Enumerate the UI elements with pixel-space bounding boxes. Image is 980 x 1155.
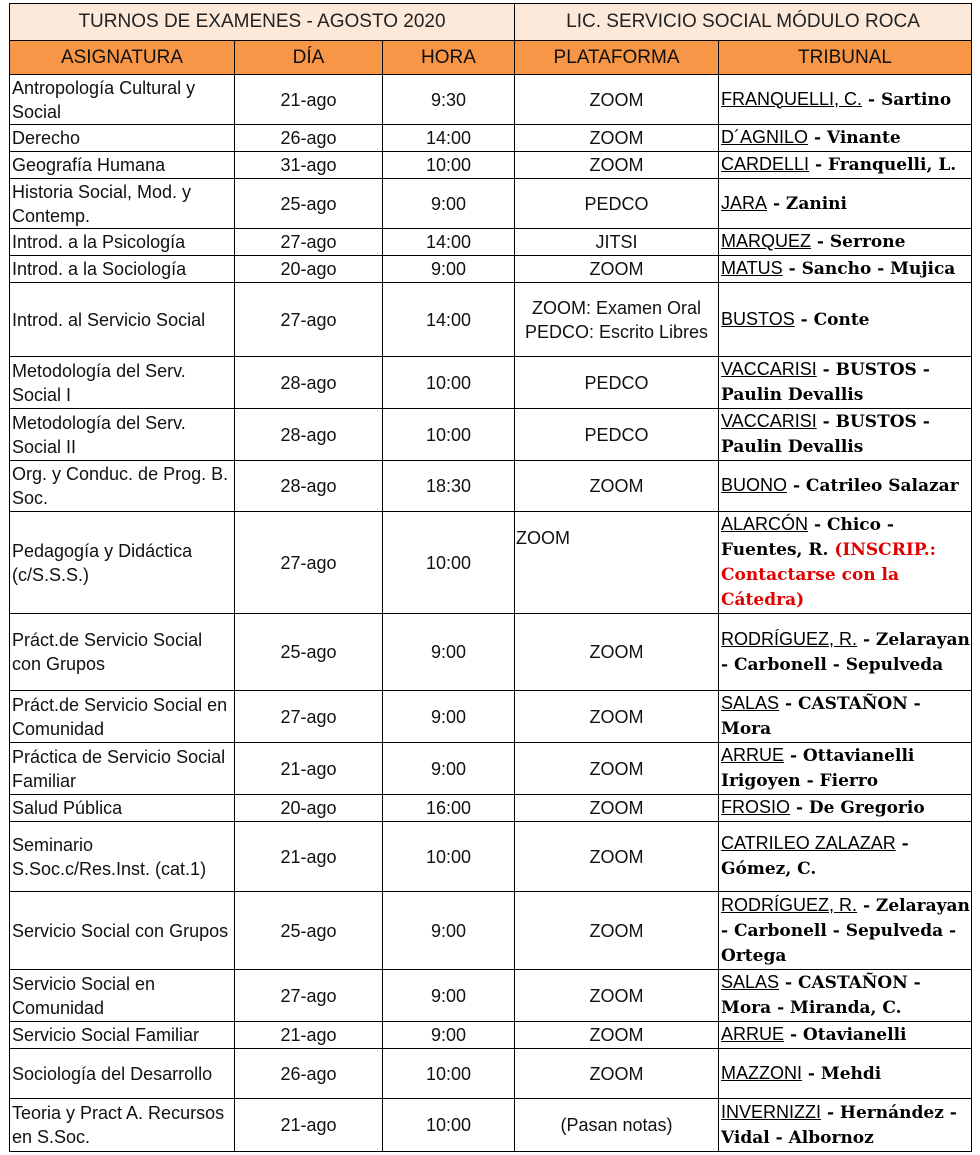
day-cell: 28-ago bbox=[235, 409, 383, 461]
col-plataforma: PLATAFORMA bbox=[515, 41, 719, 75]
time-cell: 9:00 bbox=[383, 970, 515, 1022]
tribunal-members: - Franquelli, L. bbox=[809, 155, 957, 175]
subject-cell: Servicio Social en Comunidad bbox=[10, 970, 235, 1022]
tribunal-cell bbox=[719, 152, 972, 179]
time-cell: 16:00 bbox=[383, 795, 515, 822]
subject-cell: Servicio Social con Grupos bbox=[10, 892, 235, 970]
tribunal-cell bbox=[719, 795, 972, 822]
tribunal-president: SALAS bbox=[721, 693, 780, 713]
tribunal-president: SALAS bbox=[721, 972, 780, 992]
tribunal-members: - Zanini bbox=[767, 193, 847, 214]
tribunal-cell bbox=[719, 1099, 972, 1152]
time-cell: 9:00 bbox=[383, 892, 515, 970]
tribunal-president: ALARCÓN bbox=[721, 514, 809, 534]
table-row bbox=[10, 743, 972, 795]
platform-cell: ZOOM bbox=[515, 970, 719, 1022]
tribunal-cell bbox=[719, 357, 972, 409]
time-cell: 10:00 bbox=[383, 1099, 515, 1152]
time-cell: 10:00 bbox=[383, 357, 515, 409]
tribunal-members: - Mehdi bbox=[802, 1063, 882, 1084]
table-row bbox=[10, 795, 972, 822]
tribunal-cell bbox=[719, 691, 972, 743]
column-header-row bbox=[10, 41, 972, 75]
platform-cell: PEDCO bbox=[515, 179, 719, 229]
title-row bbox=[10, 4, 972, 41]
subject-cell: Introd. al Servicio Social bbox=[10, 283, 235, 357]
subject-cell: Introd. a la Psicología bbox=[10, 229, 235, 256]
table-row bbox=[10, 179, 972, 229]
day-cell: 21-ago bbox=[235, 822, 383, 892]
day-cell: 21-ago bbox=[235, 1099, 383, 1152]
tribunal-members: - Hernández - Vidal - Albornoz bbox=[721, 1102, 957, 1148]
tribunal-members: - BUSTOS - Paulin Devallis bbox=[721, 412, 930, 457]
time-cell: 9:00 bbox=[383, 743, 515, 795]
platform-cell: ZOOM bbox=[515, 743, 719, 795]
time-cell: 10:00 bbox=[383, 1049, 515, 1099]
tribunal-members: - Chico - Fuentes, R. bbox=[721, 515, 894, 560]
subject-cell: Práct.de Servicio Social con Grupos bbox=[10, 614, 235, 691]
table-row bbox=[10, 256, 972, 283]
table-row bbox=[10, 512, 972, 614]
exam-schedule bbox=[9, 3, 971, 1152]
exam-table bbox=[9, 3, 972, 1152]
day-cell: 28-ago bbox=[235, 357, 383, 409]
tribunal-cell bbox=[719, 461, 972, 512]
time-cell: 10:00 bbox=[383, 512, 515, 614]
table-row bbox=[10, 970, 972, 1022]
time-cell: 9:30 bbox=[383, 75, 515, 125]
tribunal-members: - Ottavianelli Irigoyen - Fierro bbox=[721, 746, 915, 791]
time-cell: 18:30 bbox=[383, 461, 515, 512]
day-cell: 21-ago bbox=[235, 75, 383, 125]
tribunal-members: - Otavianelli bbox=[784, 1025, 907, 1045]
tribunal-cell bbox=[719, 614, 972, 691]
tribunal-president: BUONO bbox=[721, 475, 788, 495]
inscription-note: (INSCRIP.: Contactarse con la Cátedra) bbox=[721, 540, 936, 610]
tribunal-members: - Vinante bbox=[808, 128, 901, 148]
tribunal-president: MAZZONI bbox=[721, 1062, 803, 1083]
col-hora: HORA bbox=[383, 41, 515, 75]
platform-cell: ZOOM bbox=[515, 892, 719, 970]
platform-cell: ZOOM bbox=[515, 256, 719, 283]
time-cell: 10:00 bbox=[383, 822, 515, 892]
tribunal-members: - Zelarayan - Carbonell - Sepulveda - Ortega bbox=[721, 895, 970, 966]
tribunal-cell bbox=[719, 970, 972, 1022]
tribunal-cell bbox=[719, 892, 972, 970]
subject-cell: Derecho bbox=[10, 125, 235, 152]
tribunal-president: FRANQUELLI, C. bbox=[721, 88, 863, 109]
tribunal-president: ARRUE bbox=[721, 1024, 785, 1044]
tribunal-cell bbox=[719, 125, 972, 152]
platform-cell: ZOOM bbox=[515, 461, 719, 512]
tribunal-cell bbox=[719, 229, 972, 256]
time-cell: 14:00 bbox=[383, 229, 515, 256]
tribunal-members: - BUSTOS - Paulin Devallis bbox=[721, 360, 930, 405]
time-cell: 10:00 bbox=[383, 152, 515, 179]
tribunal-members: - Sartino bbox=[862, 89, 952, 110]
day-cell: 20-ago bbox=[235, 256, 383, 283]
day-cell: 21-ago bbox=[235, 743, 383, 795]
day-cell: 27-ago bbox=[235, 229, 383, 256]
tribunal-cell bbox=[719, 283, 972, 357]
table-row bbox=[10, 822, 972, 892]
tribunal-members: - Sancho - Mujica bbox=[782, 259, 956, 279]
col-asignatura: ASIGNATURA bbox=[10, 41, 235, 75]
platform-cell: ZOOM: Examen Oral PEDCO: Escrito Libres bbox=[515, 283, 719, 357]
tribunal-president: INVERNIZZI bbox=[721, 1101, 822, 1122]
table-row bbox=[10, 75, 972, 125]
subject-cell: Metodología del Serv. Social I bbox=[10, 357, 235, 409]
platform-cell: PEDCO bbox=[515, 409, 719, 461]
subject-cell: Seminario S.Soc.c/Res.Inst. (cat.1) bbox=[10, 822, 235, 892]
platform-cell: ZOOM bbox=[515, 125, 719, 152]
tribunal-president: MATUS bbox=[721, 258, 783, 278]
tribunal-president: VACCARISI bbox=[721, 411, 817, 431]
table-row bbox=[10, 125, 972, 152]
subject-cell: Introd. a la Sociología bbox=[10, 256, 235, 283]
tribunal-cell bbox=[719, 512, 972, 614]
tribunal-cell bbox=[719, 256, 972, 283]
tribunal-president: FROSIO bbox=[721, 797, 791, 817]
platform-cell: (Pasan notas) bbox=[515, 1099, 719, 1152]
tribunal-members: - CASTAÑON - Mora bbox=[721, 694, 921, 739]
table-row bbox=[10, 357, 972, 409]
table-row bbox=[10, 461, 972, 512]
table-row bbox=[10, 1049, 972, 1099]
day-cell: 21-ago bbox=[235, 1022, 383, 1049]
time-cell: 14:00 bbox=[383, 283, 515, 357]
table-row bbox=[10, 283, 972, 357]
day-cell: 25-ago bbox=[235, 179, 383, 229]
tribunal-president: MARQUEZ bbox=[721, 231, 812, 251]
platform-cell: ZOOM bbox=[515, 75, 719, 125]
day-cell: 27-ago bbox=[235, 970, 383, 1022]
col-dia: DÍA bbox=[235, 41, 383, 75]
platform-cell: ZOOM bbox=[515, 1049, 719, 1099]
platform-cell: ZOOM bbox=[515, 691, 719, 743]
schedule-title: TURNOS DE EXAMENES - AGOSTO 2020 bbox=[10, 4, 515, 41]
tribunal-president: CARDELLI bbox=[721, 154, 810, 174]
tribunal-president: BUSTOS bbox=[721, 308, 795, 329]
subject-cell: Pedagogía y Didáctica (c/S.S.S.) bbox=[10, 512, 235, 614]
table-row bbox=[10, 152, 972, 179]
table-row bbox=[10, 1099, 972, 1152]
table-row bbox=[10, 409, 972, 461]
tribunal-president: D´AGNILO bbox=[721, 127, 809, 147]
day-cell: 20-ago bbox=[235, 795, 383, 822]
platform-cell: ZOOM bbox=[515, 512, 719, 614]
time-cell: 9:00 bbox=[383, 614, 515, 691]
time-cell: 9:00 bbox=[383, 179, 515, 229]
subject-cell: Geografía Humana bbox=[10, 152, 235, 179]
tribunal-president: RODRÍGUEZ, R. bbox=[721, 894, 858, 915]
day-cell: 26-ago bbox=[235, 1049, 383, 1099]
tribunal-president: RODRÍGUEZ, R. bbox=[721, 628, 858, 649]
subject-cell: Práctica de Servicio Social Familiar bbox=[10, 743, 235, 795]
time-cell: 10:00 bbox=[383, 409, 515, 461]
career-title: LIC. SERVICIO SOCIAL MÓDULO ROCA bbox=[515, 4, 972, 41]
tribunal-president: JARA bbox=[721, 192, 768, 213]
time-cell: 9:00 bbox=[383, 1022, 515, 1049]
day-cell: 25-ago bbox=[235, 892, 383, 970]
tribunal-president: VACCARISI bbox=[721, 359, 817, 379]
day-cell: 28-ago bbox=[235, 461, 383, 512]
tribunal-members: - De Gregorio bbox=[790, 798, 925, 818]
tribunal-president: CATRILEO ZALAZAR bbox=[721, 833, 896, 853]
table-row bbox=[10, 1022, 972, 1049]
day-cell: 31-ago bbox=[235, 152, 383, 179]
tribunal-cell bbox=[719, 1049, 972, 1099]
tribunal-cell bbox=[719, 409, 972, 461]
tribunal-members: - Serrone bbox=[811, 232, 906, 252]
tribunal-cell bbox=[719, 743, 972, 795]
subject-cell: Teoria y Pract A. Recursos en S.Soc. bbox=[10, 1099, 235, 1152]
tribunal-members: - CASTAÑON - Mora - Miranda, C. bbox=[721, 973, 921, 1018]
table-row bbox=[10, 691, 972, 743]
table-row bbox=[10, 229, 972, 256]
col-tribunal: TRIBUNAL bbox=[719, 41, 972, 75]
platform-cell: ZOOM bbox=[515, 614, 719, 691]
day-cell: 25-ago bbox=[235, 614, 383, 691]
tribunal-cell bbox=[719, 822, 972, 892]
subject-cell: Servicio Social Familiar bbox=[10, 1022, 235, 1049]
tribunal-cell bbox=[719, 179, 972, 229]
platform-cell: PEDCO bbox=[515, 357, 719, 409]
subject-cell: Metodología del Serv. Social II bbox=[10, 409, 235, 461]
tribunal-president: ARRUE bbox=[721, 745, 785, 765]
time-cell: 9:00 bbox=[383, 256, 515, 283]
day-cell: 27-ago bbox=[235, 283, 383, 357]
tribunal-members: - Conte bbox=[794, 309, 870, 330]
platform-cell: ZOOM bbox=[515, 152, 719, 179]
table-row bbox=[10, 892, 972, 970]
platform-cell: ZOOM bbox=[515, 795, 719, 822]
day-cell: 26-ago bbox=[235, 125, 383, 152]
subject-cell: Salud Pública bbox=[10, 795, 235, 822]
table-row bbox=[10, 614, 972, 691]
platform-cell: ZOOM bbox=[515, 1022, 719, 1049]
platform-cell: JITSI bbox=[515, 229, 719, 256]
subject-cell: Antropología Cultural y Social bbox=[10, 75, 235, 125]
tribunal-members: - Zelarayan - Carbonell - Sepulveda bbox=[721, 629, 970, 675]
tribunal-members: - Catrileo Salazar bbox=[787, 476, 959, 496]
subject-cell: Práct.de Servicio Social en Comunidad bbox=[10, 691, 235, 743]
day-cell: 27-ago bbox=[235, 691, 383, 743]
subject-cell: Historia Social, Mod. y Contemp. bbox=[10, 179, 235, 229]
platform-cell: ZOOM bbox=[515, 822, 719, 892]
subject-cell: Sociología del Desarrollo bbox=[10, 1049, 235, 1099]
tribunal-members: - Gómez, C. bbox=[721, 834, 909, 879]
tribunal-cell bbox=[719, 75, 972, 125]
time-cell: 14:00 bbox=[383, 125, 515, 152]
day-cell: 27-ago bbox=[235, 512, 383, 614]
time-cell: 9:00 bbox=[383, 691, 515, 743]
tribunal-cell bbox=[719, 1022, 972, 1049]
subject-cell: Org. y Conduc. de Prog. B. Soc. bbox=[10, 461, 235, 512]
